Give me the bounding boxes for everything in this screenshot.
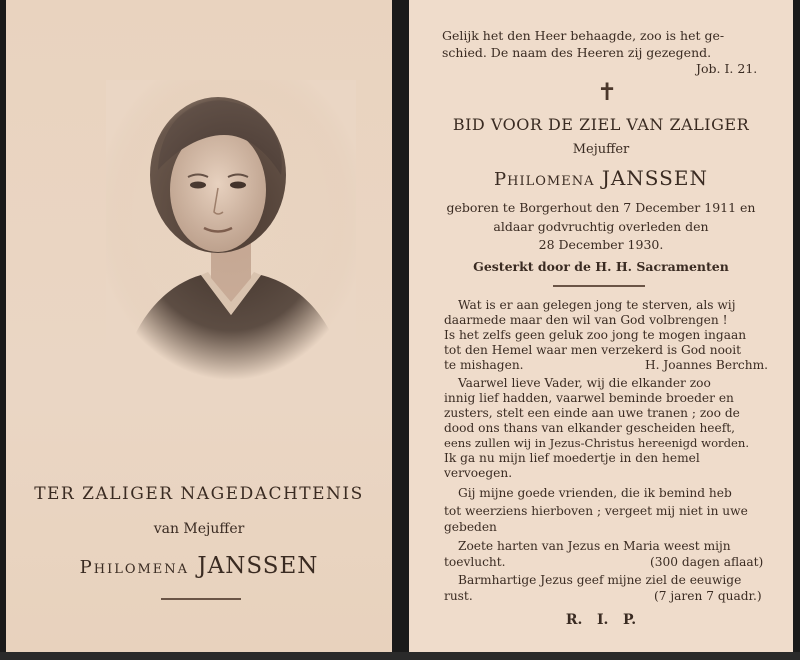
verse-line-1: Gelijk het den Heer behaagde, zoo is het ge- (442, 28, 725, 43)
indulgence-note: (7 jaren 7 quadr.) (654, 589, 762, 603)
p4-line: Zoete harten van Jezus en Maria weest mijn (458, 539, 731, 553)
p2-line: vervoegen. (444, 466, 513, 480)
p3-line: tot weerziens hierboven ; vergeet mij niet in uwe (444, 504, 748, 518)
prayer-subtitle: Mejuffer (572, 142, 630, 157)
p3-line: gebeden (444, 520, 497, 534)
p2-line: dood ons thans van elkander gescheiden heeft, (444, 421, 736, 435)
p1-line: Is het zelfs geen geluk zoo jong te mogen ingaan (444, 328, 747, 342)
p1-line: te mishagen. (444, 358, 524, 372)
bio-line-3: 28 December 1930. (538, 237, 664, 252)
portrait-photo (106, 80, 356, 380)
p2-line: zusters, stelt een einde aan uwe tranen ; zoo de (444, 406, 740, 420)
name-first: Philomena (79, 557, 190, 578)
name-first: Philomena (494, 169, 595, 190)
prayer-title: BID VOOR DE ZIEL VAN ZALIGER (452, 115, 750, 134)
memorial-heading: TER ZALIGER NAGEDACHTENIS (34, 484, 364, 504)
name-last: JANSSEN (601, 166, 708, 190)
deceased-name (6, 553, 392, 579)
indulgence-note: (300 dagen aflaat) (650, 555, 764, 569)
memorial-subheading: van Mejuffer (153, 521, 245, 537)
p1-line: Wat is er aan gelegen jong te sterven, als wij (458, 298, 736, 312)
divider-rule (553, 285, 645, 287)
p2-line: Vaarwel lieve Vader, wij die elkander zoo (458, 376, 711, 390)
p2-line: eens zullen wij in Jezus-Christus hereenigd worden. (444, 436, 750, 450)
verse-line-2: schied. De naam des Heeren zij gezegend. (442, 45, 712, 60)
memorial-card-front (6, 0, 392, 652)
p4-line: toevlucht. (444, 555, 506, 569)
cross-icon: ✝ (597, 78, 618, 106)
p2-line: innig lief hadden, vaarwel beminde broeder en (444, 391, 734, 405)
rip-closing: R. I. P. (565, 612, 637, 628)
name-last: JANSSEN (197, 553, 319, 579)
quote-author: H. Joannes Berchm. (645, 358, 769, 372)
p1-line: tot den Hemel waar men verzekerd is God nooit (444, 343, 742, 357)
p5-line: Barmhartige Jezus geef mijne ziel de eeuwige (458, 573, 742, 587)
p1-line: daarmede maar den wil van God volbrengen ! (444, 313, 728, 327)
divider-rule (161, 598, 241, 600)
sacraments-line: Gesterkt door de H. H. Sacramenten (473, 259, 729, 274)
p2-line: Ik ga nu mijn lief moedertje in den hemel (444, 451, 700, 465)
verse-reference: Job. I. 21. (696, 61, 758, 76)
bio-line-1: geboren te Borgerhout den 7 December 1911 en (446, 200, 756, 215)
deceased-name-back (409, 166, 793, 190)
bio-line-2: aldaar godvruchtig overleden den (493, 219, 709, 234)
p3-line: Gij mijne goede vrienden, die ik bemind heb (458, 486, 732, 500)
bottom-edge (0, 652, 800, 660)
p5-line: rust. (444, 589, 473, 603)
